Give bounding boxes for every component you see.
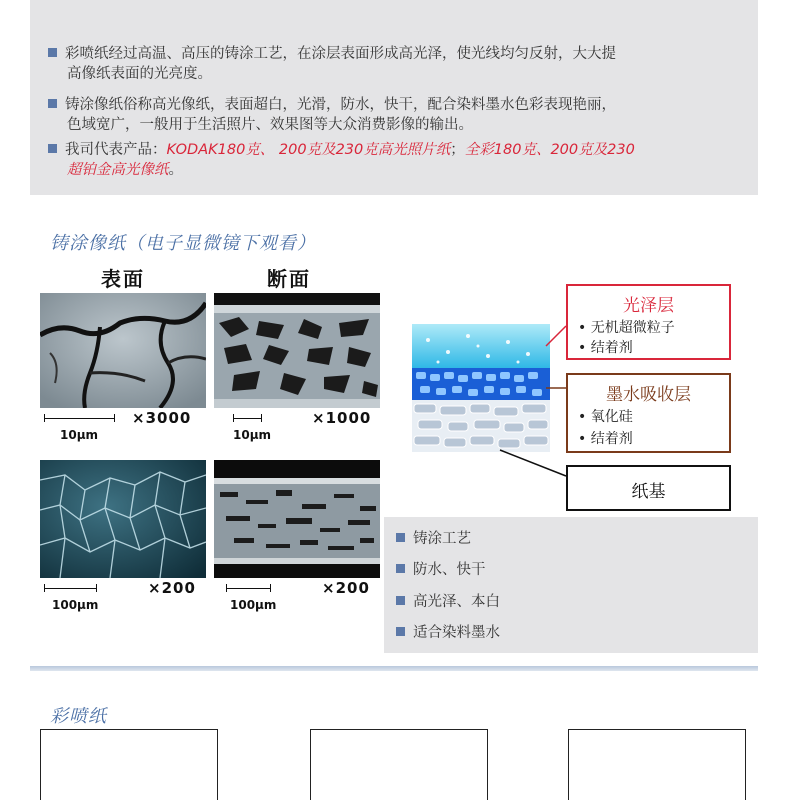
feature-text: 铸涂工艺 xyxy=(413,531,471,547)
intro-paragraph-3 xyxy=(48,140,635,161)
scale-bar xyxy=(44,414,124,444)
scale-label: 10μm xyxy=(233,428,272,442)
micrograph-section-200 xyxy=(214,460,380,578)
intro-text: 彩喷纸经过高温、高压的铸涂工艺，在涂层表面形成高光泽，使光线均匀反射，大大提 xyxy=(65,46,616,62)
ink-layer-title: 墨水吸收层 xyxy=(606,385,691,405)
micrograph-section-1000 xyxy=(214,293,380,408)
base-layer-box xyxy=(566,465,731,511)
feature-item xyxy=(396,590,500,611)
inkjet-card xyxy=(310,729,488,800)
feature-item xyxy=(396,621,500,642)
square-bullet-icon xyxy=(48,48,57,57)
square-bullet-icon xyxy=(396,533,405,542)
scale-label: 10μm xyxy=(60,428,99,442)
scale-label: 100μm xyxy=(230,598,277,612)
scale-bar xyxy=(226,584,306,614)
scale-bar xyxy=(233,414,273,444)
inkjet-section-title: 彩喷纸 xyxy=(50,706,107,727)
product-name: 超铂金高光像纸 xyxy=(67,162,169,178)
square-bullet-icon xyxy=(48,144,57,153)
magnification-label: ×200 xyxy=(322,579,370,597)
gloss-layer-box xyxy=(566,284,731,360)
square-bullet-icon xyxy=(48,99,57,108)
base-layer-title: 纸基 xyxy=(631,482,666,502)
inkjet-card xyxy=(40,729,218,800)
intro-text: 我司代表产品： xyxy=(65,142,167,158)
feature-text: 适合染料墨水 xyxy=(413,625,500,641)
gloss-layer-title: 光泽层 xyxy=(623,296,674,316)
intro-paragraph-2 xyxy=(48,95,616,116)
ink-layer-item: • 氧化硅 xyxy=(578,409,633,425)
scale-label: 100μm xyxy=(52,598,99,612)
connector-lines xyxy=(400,280,570,510)
square-bullet-icon xyxy=(396,627,405,636)
scale-bar xyxy=(44,584,124,614)
surface-heading: 表面 xyxy=(101,267,145,291)
feature-item xyxy=(396,527,471,548)
separator: ； xyxy=(450,142,465,158)
magnification-label: ×1000 xyxy=(312,409,372,427)
separator: 。 xyxy=(168,162,183,178)
square-bullet-icon xyxy=(396,564,405,573)
intro-paragraph-3-cont xyxy=(67,160,183,181)
features-panel xyxy=(384,517,758,653)
product-name: KODAK180克、 200克及230克高光照片纸 xyxy=(166,142,451,158)
feature-item xyxy=(396,558,486,579)
feature-text: 防水、快干 xyxy=(413,562,486,578)
section-divider xyxy=(30,666,758,671)
section-heading: 断面 xyxy=(267,267,311,291)
feature-text: 高光泽、本白 xyxy=(413,594,500,610)
inkjet-card xyxy=(568,729,746,800)
intro-paragraph-1 xyxy=(48,44,616,65)
gloss-layer-item: • 结着剂 xyxy=(578,340,633,356)
magnification-label: ×3000 xyxy=(132,409,192,427)
ink-layer-item: • 结着剂 xyxy=(578,431,633,447)
intro-paragraph-2-cont xyxy=(67,115,473,136)
intro-text: 色域宽广，一般用于生活照片、效果图等大众消费影像的输出。 xyxy=(67,117,473,133)
cast-section-title: 铸涂像纸（电子显微镜下观看） xyxy=(50,233,316,254)
gloss-layer-item: • 无机超微粒子 xyxy=(578,320,675,336)
ink-layer-box xyxy=(566,373,731,453)
intro-text: 高像纸表面的光亮度。 xyxy=(67,66,212,82)
product-name: 全彩180克、200克及230 xyxy=(464,142,635,158)
magnification-label: ×200 xyxy=(148,579,196,597)
square-bullet-icon xyxy=(396,596,405,605)
micrograph-surface-3000 xyxy=(40,293,206,408)
intro-paragraph-1-cont xyxy=(67,64,212,85)
micrograph-surface-200 xyxy=(40,460,206,578)
intro-text: 铸涂像纸俗称高光像纸，表面超白，光滑，防水，快干，配合染料墨水色彩表现艳丽， xyxy=(65,97,616,113)
